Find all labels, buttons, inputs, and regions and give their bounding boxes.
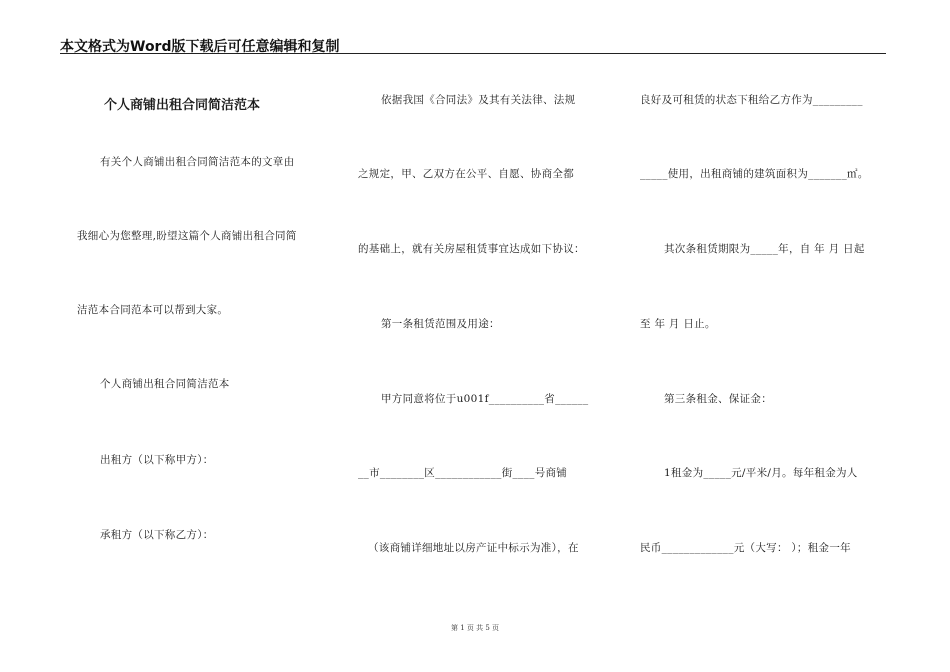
col2-line-4: 第一条租赁范围及用途： bbox=[381, 318, 500, 330]
col2-line-2: 之规定，甲、乙双方在公平、自愿、协商全都 bbox=[358, 168, 574, 180]
col1-line-2: 我细心为您整理,盼望这篇个人商铺出租合同简 bbox=[77, 230, 297, 242]
col2-line-1: 依据我国《合同法》及其有关法律、法规 bbox=[381, 94, 576, 106]
col2-line-6: __市________区____________街____号商铺 bbox=[358, 467, 568, 479]
col3-line-2: _____使用，出租商铺的建筑面积为_______㎡。 bbox=[640, 168, 869, 180]
page-footer: 第 1 页 共 5 页 bbox=[450, 624, 500, 632]
header-rule bbox=[60, 53, 886, 54]
col3-line-7: 民币_____________元（大写： ）；租金一年 bbox=[640, 542, 851, 554]
col2-line-5: 甲方同意将位于u001f__________省______ bbox=[381, 393, 589, 405]
col3-line-5: 第三条租金、保证金： bbox=[664, 393, 772, 405]
col1-line-1: 有关个人商铺出租合同简洁范本的文章由 bbox=[100, 156, 295, 168]
document-header-banner: 本文格式为Word版下载后可任意编辑和复制 bbox=[60, 39, 340, 55]
col1-line-5: 出租方（以下称甲方）： bbox=[100, 454, 214, 466]
col2-line-7: （该商铺详细地址以房产证中标示为准），在 bbox=[368, 542, 579, 554]
col1-line-4: 个人商铺出租合同简洁范本 bbox=[100, 378, 230, 390]
col3-line-3: 其次条租赁期限为_____年，自 年 月 日起 bbox=[664, 243, 865, 255]
col1-line-3: 洁范本合同范本可以帮到大家。 bbox=[77, 304, 229, 316]
doc-title: 个人商铺出租合同简洁范本 bbox=[104, 98, 261, 113]
col1-line-6: 承租方（以下称乙方）： bbox=[100, 529, 214, 541]
col3-line-6: 1租金为_____元/平米/月。每年租金为人 bbox=[664, 467, 858, 479]
col3-line-4: 至 年 月 日止。 bbox=[640, 318, 716, 330]
col2-line-3: 的基础上，就有关房屋租赁事宜达成如下协议： bbox=[358, 243, 585, 255]
col3-line-1: 良好及可租赁的状态下租给乙方作为_________ bbox=[640, 94, 863, 106]
